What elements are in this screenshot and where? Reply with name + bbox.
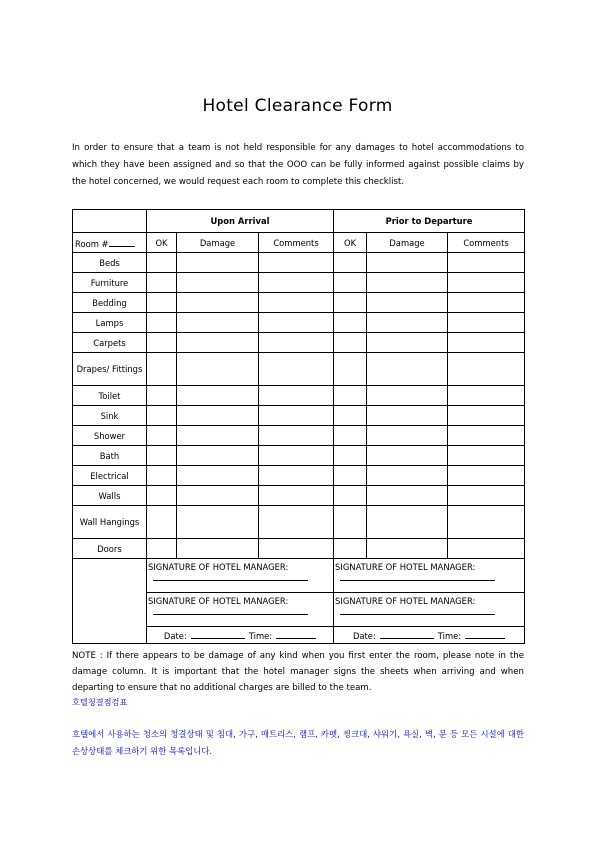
departure-comments-cell[interactable] bbox=[448, 406, 525, 426]
intro-paragraph: In order to ensure that a team is not held responsible for any damages to hotel accommodations to which they have been assigned and so that the OOO can be fully informed against possible claims by the hotel concerned, we would request each room to complete this checklist. bbox=[72, 143, 524, 187]
departure-signature-cell[interactable] bbox=[334, 593, 525, 627]
departure-ok-cell[interactable] bbox=[334, 333, 367, 353]
departure-ok-cell[interactable] bbox=[334, 406, 367, 426]
departure-ok-cell[interactable] bbox=[334, 293, 367, 313]
checklist-item-label: Shower bbox=[73, 426, 147, 446]
table-header-row bbox=[73, 210, 525, 233]
arrival-comments-cell[interactable] bbox=[259, 539, 334, 559]
departure-comments-cell[interactable] bbox=[448, 313, 525, 333]
checklist-row bbox=[73, 313, 525, 333]
departure-damage-cell[interactable] bbox=[367, 253, 448, 273]
checklist-item-label: Drapes/ Fittings bbox=[73, 353, 147, 386]
departure-comments-cell[interactable] bbox=[448, 353, 525, 386]
departure-comments-cell[interactable] bbox=[448, 293, 525, 313]
departure-damage-cell[interactable] bbox=[367, 506, 448, 539]
departure-damage-cell[interactable] bbox=[367, 539, 448, 559]
arrival-ok-cell[interactable] bbox=[147, 253, 177, 273]
departure-damage-cell[interactable] bbox=[367, 426, 448, 446]
arrival-ok-cell[interactable] bbox=[147, 486, 177, 506]
clearance-table bbox=[72, 209, 525, 644]
checklist-row bbox=[73, 386, 525, 406]
checklist-item-label: Electrical bbox=[73, 466, 147, 486]
departure-ok-cell[interactable] bbox=[334, 446, 367, 466]
arrival-comments-cell[interactable] bbox=[259, 386, 334, 406]
departure-damage-cell[interactable] bbox=[367, 333, 448, 353]
arrival-ok-cell[interactable] bbox=[147, 353, 177, 386]
signature-line bbox=[340, 580, 495, 581]
arrival-ok-cell[interactable] bbox=[147, 506, 177, 539]
arrival-damage-cell[interactable] bbox=[177, 273, 259, 293]
departure-damage-cell[interactable] bbox=[367, 293, 448, 313]
departure-ok-cell[interactable] bbox=[334, 353, 367, 386]
arrival-damage-cell[interactable] bbox=[177, 386, 259, 406]
arrival-damage-cell[interactable] bbox=[177, 333, 259, 353]
arrival-signature-cell[interactable] bbox=[147, 593, 334, 627]
checklist-item-label: Wall Hangings bbox=[73, 506, 147, 539]
header-blank-cell bbox=[73, 210, 147, 233]
room-number-cell[interactable] bbox=[73, 233, 147, 253]
departure-ok-cell[interactable] bbox=[334, 539, 367, 559]
signature-label: SIGNATURE OF HOTEL MANAGER: bbox=[148, 596, 289, 606]
checklist-row bbox=[73, 406, 525, 426]
arrival-comments-cell[interactable] bbox=[259, 273, 334, 293]
departure-comments-cell[interactable] bbox=[448, 446, 525, 466]
checklist-item-label: Furniture bbox=[73, 273, 147, 293]
departure-damage-header: Damage bbox=[367, 233, 448, 253]
note-paragraph: NOTE : If there appears to be damage of any kind when you first enter the room, please note in the damage column. It is important that the hotel manager signs the sheets when arriving and when departing to ensure that no additional charges are billed to the team. bbox=[72, 651, 524, 693]
checklist-item-label: Toilet bbox=[73, 386, 147, 406]
departure-ok-cell[interactable] bbox=[334, 506, 367, 539]
departure-comments-header: Comments bbox=[448, 233, 525, 253]
checklist-row bbox=[73, 486, 525, 506]
signature-line bbox=[153, 614, 308, 615]
time-label: Time: bbox=[437, 630, 462, 641]
departure-damage-cell[interactable] bbox=[367, 353, 448, 386]
time-line bbox=[465, 630, 505, 639]
arrival-comments-cell[interactable] bbox=[259, 313, 334, 333]
arrival-comments-cell[interactable] bbox=[259, 506, 334, 539]
departure-comments-cell[interactable] bbox=[448, 386, 525, 406]
departure-damage-cell[interactable] bbox=[367, 486, 448, 506]
arrival-ok-cell[interactable] bbox=[147, 406, 177, 426]
arrival-damage-cell[interactable] bbox=[177, 313, 259, 333]
arrival-damage-header: Damage bbox=[177, 233, 259, 253]
departure-comments-cell[interactable] bbox=[448, 333, 525, 353]
arrival-ok-cell[interactable] bbox=[147, 426, 177, 446]
checklist-row bbox=[73, 506, 525, 539]
departure-signature-cell[interactable] bbox=[334, 559, 525, 593]
signature-label: SIGNATURE OF HOTEL MANAGER: bbox=[148, 562, 289, 572]
arrival-damage-cell[interactable] bbox=[177, 253, 259, 273]
departure-ok-header: OK bbox=[334, 233, 367, 253]
arrival-damage-cell[interactable] bbox=[177, 466, 259, 486]
time-line bbox=[276, 630, 316, 639]
date-label: Date: bbox=[352, 630, 376, 641]
prior-departure-header: Prior to Departure bbox=[334, 210, 525, 233]
checklist-row bbox=[73, 253, 525, 273]
arrival-comments-cell[interactable] bbox=[259, 446, 334, 466]
arrival-ok-cell[interactable] bbox=[147, 466, 177, 486]
signature-line bbox=[340, 614, 495, 615]
checklist-row bbox=[73, 293, 525, 313]
departure-date-time-cell[interactable] bbox=[334, 627, 525, 644]
arrival-ok-cell[interactable] bbox=[147, 446, 177, 466]
arrival-comments-cell[interactable] bbox=[259, 486, 334, 506]
arrival-ok-cell[interactable] bbox=[147, 386, 177, 406]
arrival-ok-header: OK bbox=[147, 233, 177, 253]
time-label: Time: bbox=[248, 630, 273, 641]
checklist-row bbox=[73, 353, 525, 386]
table-subheader-row bbox=[73, 233, 525, 253]
arrival-comments-cell[interactable] bbox=[259, 426, 334, 446]
arrival-damage-cell[interactable] bbox=[177, 446, 259, 466]
korean-description: 호텔에서 사용하는 청소의 청결상태 및 침대, 가구, 매트리스, 램프, 카펫, 씽크대, 샤워기, 욕실, 벽, 문 등 모든 시설에 대한 손상상태를 체크하기 위한 목록입니다. bbox=[72, 729, 524, 756]
arrival-ok-cell[interactable] bbox=[147, 273, 177, 293]
checklist-row bbox=[73, 426, 525, 446]
departure-damage-cell[interactable] bbox=[367, 466, 448, 486]
date-line bbox=[380, 630, 434, 639]
departure-ok-cell[interactable] bbox=[334, 486, 367, 506]
signature-blank-cell bbox=[73, 559, 147, 644]
arrival-ok-cell[interactable] bbox=[147, 333, 177, 353]
departure-comments-cell[interactable] bbox=[448, 253, 525, 273]
checklist-item-label: Walls bbox=[73, 486, 147, 506]
arrival-ok-cell[interactable] bbox=[147, 293, 177, 313]
checklist-item-label: Sink bbox=[73, 406, 147, 426]
date-label: Date: bbox=[163, 630, 187, 641]
checklist-item-label: Carpets bbox=[73, 333, 147, 353]
checklist-row bbox=[73, 273, 525, 293]
departure-damage-cell[interactable] bbox=[367, 446, 448, 466]
departure-ok-cell[interactable] bbox=[334, 426, 367, 446]
departure-ok-cell[interactable] bbox=[334, 386, 367, 406]
arrival-damage-cell[interactable] bbox=[177, 353, 259, 386]
arrival-date-time-cell[interactable] bbox=[147, 627, 334, 644]
arrival-ok-cell[interactable] bbox=[147, 539, 177, 559]
arrival-comments-cell[interactable] bbox=[259, 406, 334, 426]
departure-damage-cell[interactable] bbox=[367, 386, 448, 406]
arrival-signature-cell[interactable] bbox=[147, 559, 334, 593]
checklist-row bbox=[73, 446, 525, 466]
arrival-damage-cell[interactable] bbox=[177, 486, 259, 506]
signature-row-1 bbox=[73, 559, 525, 593]
departure-comments-cell[interactable] bbox=[448, 506, 525, 539]
departure-damage-cell[interactable] bbox=[367, 273, 448, 293]
signature-label: SIGNATURE OF HOTEL MANAGER: bbox=[335, 596, 476, 606]
checklist-row bbox=[73, 466, 525, 486]
departure-ok-cell[interactable] bbox=[334, 253, 367, 273]
korean-title: 호텔청결점검표 bbox=[72, 697, 128, 707]
arrival-comments-cell[interactable] bbox=[259, 293, 334, 313]
departure-ok-cell[interactable] bbox=[334, 273, 367, 293]
page-title: Hotel Clearance Form bbox=[202, 96, 393, 116]
departure-damage-cell[interactable] bbox=[367, 406, 448, 426]
date-line bbox=[191, 630, 245, 639]
departure-comments-cell[interactable] bbox=[448, 426, 525, 446]
checklist-item-label: Doors bbox=[73, 539, 147, 559]
departure-ok-cell[interactable] bbox=[334, 313, 367, 333]
arrival-comments-header: Comments bbox=[259, 233, 334, 253]
signature-line bbox=[153, 580, 308, 581]
checklist-item-label: Bedding bbox=[73, 293, 147, 313]
arrival-damage-cell[interactable] bbox=[177, 406, 259, 426]
arrival-damage-cell[interactable] bbox=[177, 539, 259, 559]
checklist-item-label: Beds bbox=[73, 253, 147, 273]
arrival-ok-cell[interactable] bbox=[147, 313, 177, 333]
departure-damage-cell[interactable] bbox=[367, 313, 448, 333]
departure-comments-cell[interactable] bbox=[448, 273, 525, 293]
upon-arrival-header: Upon Arrival bbox=[147, 210, 334, 233]
arrival-damage-cell[interactable] bbox=[177, 426, 259, 446]
arrival-comments-cell[interactable] bbox=[259, 333, 334, 353]
arrival-damage-cell[interactable] bbox=[177, 293, 259, 313]
checklist-item-label: Lamps bbox=[73, 313, 147, 333]
departure-comments-cell[interactable] bbox=[448, 486, 525, 506]
arrival-comments-cell[interactable] bbox=[259, 353, 334, 386]
departure-comments-cell[interactable] bbox=[448, 466, 525, 486]
checklist-row bbox=[73, 539, 525, 559]
departure-ok-cell[interactable] bbox=[334, 466, 367, 486]
signature-label: SIGNATURE OF HOTEL MANAGER: bbox=[335, 562, 476, 572]
checklist-row bbox=[73, 333, 525, 353]
arrival-comments-cell[interactable] bbox=[259, 253, 334, 273]
arrival-comments-cell[interactable] bbox=[259, 466, 334, 486]
room-number-label: Room # bbox=[75, 238, 109, 249]
room-number-line bbox=[109, 237, 135, 247]
departure-comments-cell[interactable] bbox=[448, 539, 525, 559]
checklist-item-label: Bath bbox=[73, 446, 147, 466]
arrival-damage-cell[interactable] bbox=[177, 506, 259, 539]
